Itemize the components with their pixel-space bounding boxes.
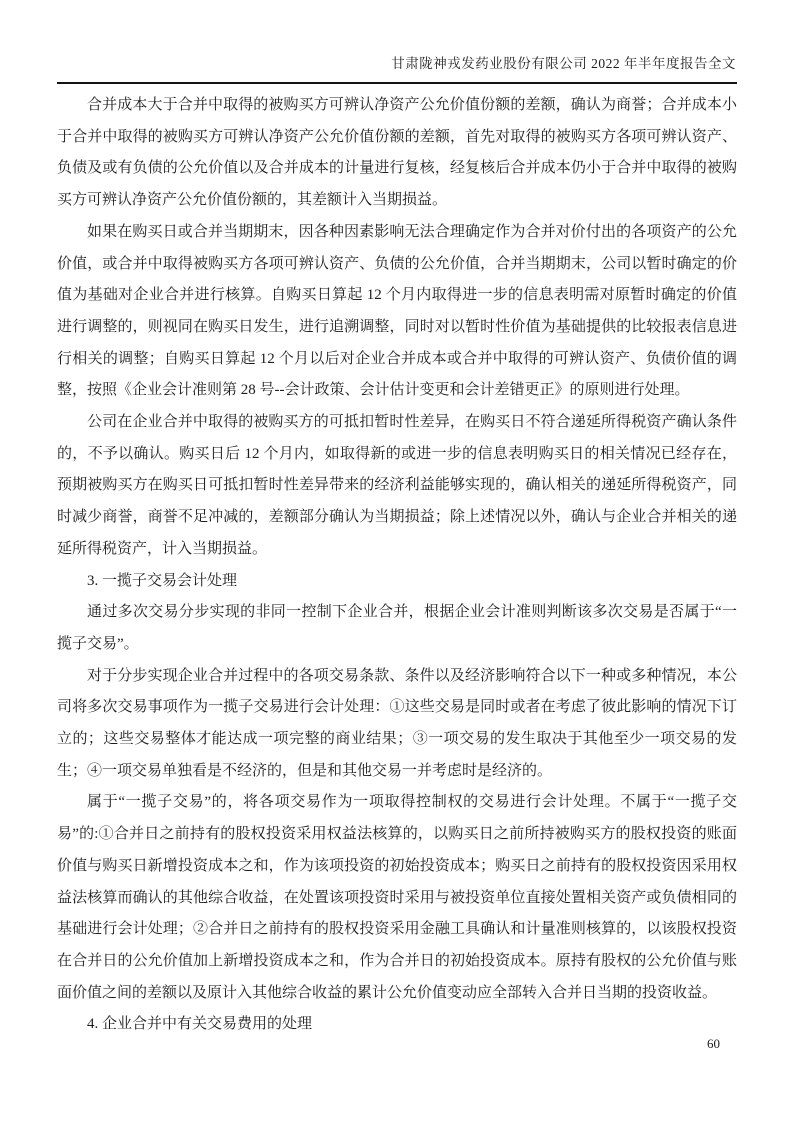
page-header: [57, 52, 737, 84]
paragraph-package-deal-criteria: 对于分步实现企业合并过程中的各项交易条款、条件以及经济影响符合以下一种或多种情况，本公司将多次交易事项作为一揽子交易进行会计处理：①这些交易是同时或者在考虑了彼此影响的情况下订立的；这些交易整体才能达成一项完整的商业结果；③一项交易的发生取决于其他至少一项交易的发生；④一项交易单独看是不经济的，但是和其他交易一并考虑时是经济的。: [57, 667, 737, 779]
paragraph-goodwill-difference: 合并成本大于合并中取得的被购买方可辨认净资产公允价值份额的差额，确认为商誉；合并成本小于合并中取得的被购买方可辨认净资产公允价值份额的差额，首先对取得的被购买方各项可辨认资产、负债及或有负债的公允价值以及合并成本的计量进行复核，经复核后合并成本仍小于合并中取得的被购买方可辨认净资产公允价值份额的，其差额计入当期损益。: [57, 97, 737, 209]
page-number: 60: [707, 1036, 720, 1051]
document-body: [57, 90, 737, 1041]
header-divider: [57, 82, 737, 84]
report-title: 甘肃陇神戎发药业股份有限公司 2022 年半年度报告全文: [391, 56, 736, 71]
heading-package-deal-accounting: 3. 一揽子交易会计处理: [87, 572, 238, 589]
heading-transaction-costs: 4. 企业合并中有关交易费用的处理: [87, 1016, 313, 1033]
paragraph-provisional-valuation: 如果在购买日或合并当期期末，因各种因素影响无法合理确定作为合并对价付出的各项资产的公允价值，或合并中取得被购买方各项可辨认资产、负债的公允价值，合并当期期末，公司以暂时确定的价值为基础对企业合并进行核算。自购买日算起 12 个月内取得进一步的信息表明需对原暂时确定的价值进行调整的，则视同在购买日发生，进行追溯调整，同时对以暂时性价值为基础提供的比较报表信息进行相关的调整；自购买日算起 12 个月以后对企业合并成本或合并中取得的可辨认资产、负债价值的调整，按照《企业会计准则第 28 号--会计政策、会计估计变更和会计差错更正》的原则进行处理。: [57, 223, 737, 399]
paragraph-step-acquisition: 通过多次交易分步实现的非同一控制下企业合并，根据企业会计准则判断该多次交易是否属于“一揽子交易”。: [57, 604, 737, 652]
paragraph-package-deal-treatment: 属于“一揽子交易”的，将各项交易作为一项取得控制权的交易进行会计处理。不属于“一揽子交易”的:①合并日之前持有的股权投资采用权益法核算的，以购买日之前所持被购买方的股权投资的账面价值与购买日新增投资成本之和，作为该项投资的初始投资成本；购买日之前持有的股权投资因采用权益法核算而确认的其他综合收益，在处置该项投资时采用与被投资单位直接处置相关资产或负债相同的基础进行会计处理；②合并日之前持有的股权投资采用金融工具确认和计量准则核算的，以该股权投资在合并日的公允价值加上新增投资成本之和，作为合并日的初始投资成本。原持有股权的公允价值与账面价值之间的差额以及原计入其他综合收益的累计公允价值变动应全部转入合并日当期的投资收益。: [57, 794, 737, 1001]
paragraph-deferred-tax: 公司在企业合并中取得的被购买方的可抵扣暂时性差异，在购买日不符合递延所得税资产确认条件的，不予以确认。购买日后 12 个月内，如取得新的或进一步的信息表明购买日的相关情况已经存在，预期被购买方在购买日可抵扣暂时性差异带来的经济利益能够实现的，确认相关的递延所得税资产，同时减少商誉，商誉不足冲减的，差额部分确认为当期损益；除上述情况以外，确认与企业合并相关的递延所得税资产，计入当期损益。: [57, 414, 737, 557]
